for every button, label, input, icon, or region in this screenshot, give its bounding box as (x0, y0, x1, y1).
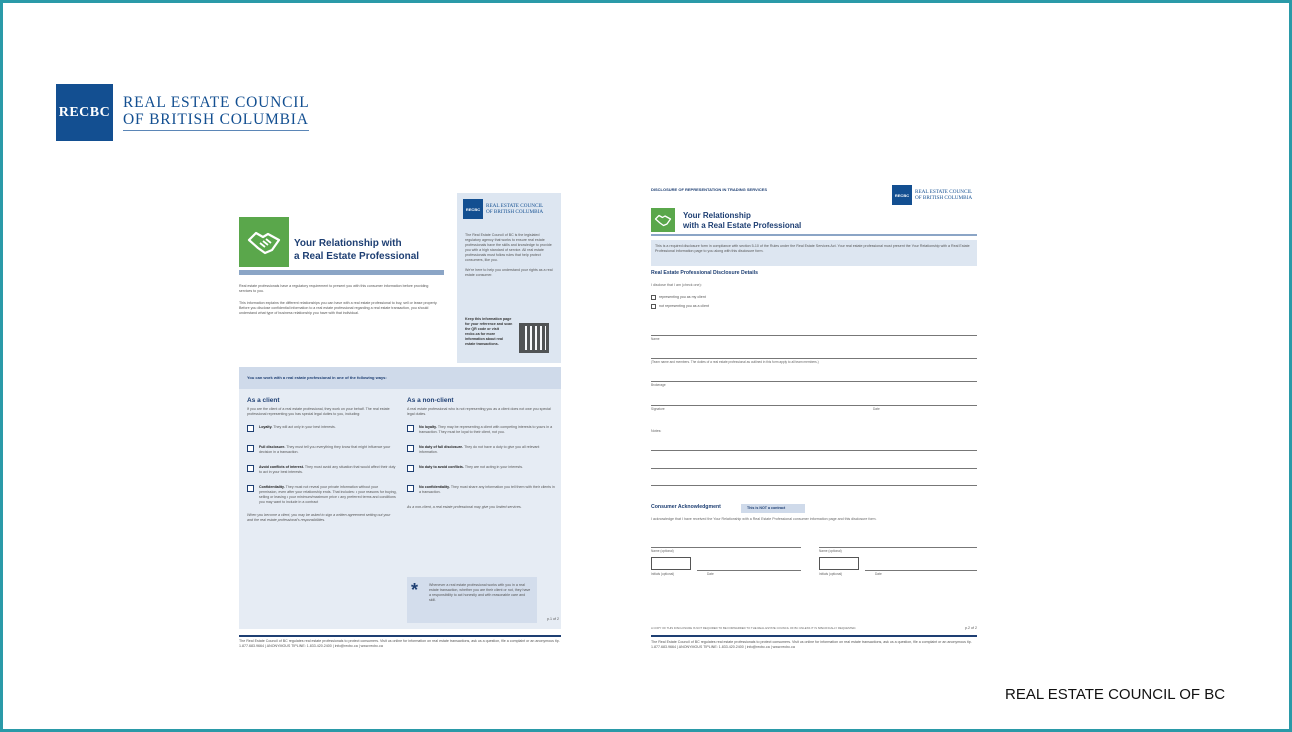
sidebar-logo-abbr: RECBC (463, 199, 483, 219)
date-label: Date (873, 407, 880, 411)
name-line[interactable] (651, 335, 977, 336)
logo-abbr: RECBC (56, 84, 113, 141)
date-label: Date (875, 572, 882, 576)
nonclient-duty-item (407, 425, 557, 437)
checkbox[interactable] (651, 295, 656, 300)
details-heading: Real Estate Professional Disclosure Details (651, 270, 758, 276)
notes-line[interactable] (651, 468, 977, 469)
nonclient-column (407, 397, 557, 510)
page1-number: p.1 of 2 (547, 617, 559, 621)
sidebar-paragraph-2: We're here to help you understand your rights as a real estate consumer. (465, 268, 553, 277)
form-intro: This is a required disclosure form in compliance with section 5-10 of the Rules under the Real Estate Services Act. Your real estate professional must present the Your Relationship with a Real Estate Professional information page to you along with this disclosure form. (651, 240, 977, 266)
title-underline (239, 270, 444, 275)
asterisk-icon: * (411, 580, 419, 600)
team-label: (Team name and members. The duties of a real estate professional as outlined in this form apply to all team members.) (651, 360, 819, 364)
footer-rule (239, 635, 561, 637)
nonclient-duty-item (407, 465, 557, 477)
date-label: Date (707, 572, 714, 576)
form-title-underline (651, 234, 977, 236)
duty-title: No duty to avoid conflicts. (419, 465, 464, 469)
handshake-icon (651, 208, 675, 232)
handshake-icon (239, 217, 289, 267)
client-heading: As a client (247, 397, 280, 404)
checkbox-icon (247, 425, 254, 432)
recbc-logo (56, 84, 309, 141)
sidebar-paragraph-1: The Real Estate Council of BC is the legislated regulatory agency that works to ensure real estate professionals have the skills and knowledge to provide you with a high standard of service. All real estate professionals must follow rules that help protect consumers, like you. (465, 233, 552, 262)
initials-optional-label: Initials (optional) (651, 572, 675, 576)
sidebar-text (465, 233, 553, 283)
duty-title: No confidentiality. (419, 485, 450, 489)
ack-text: I acknowledge that I have received the Your Relationship with a Real Estate Professional consumer information page and this disclosure form. (651, 517, 877, 521)
client-duty-item (247, 425, 397, 437)
checkbox-icon (407, 445, 414, 452)
duty-title: Confidentiality. (259, 485, 285, 489)
form-logo-line-2: OF BRITISH COLUMBIA (915, 195, 973, 201)
sidebar-info-box (457, 193, 561, 363)
notes-line[interactable] (651, 485, 977, 486)
checkbox-icon (407, 425, 414, 432)
client-duty-item (247, 445, 397, 457)
logo-line-1: REAL ESTATE COUNCIL (123, 94, 310, 111)
notes-label: Notes: (651, 429, 662, 433)
duty-title: Full disclosure. (259, 445, 286, 449)
page2-number: p.2 of 2 (965, 626, 977, 630)
footer-label: REAL ESTATE COUNCIL OF BC (1005, 686, 1226, 703)
duty-text: They must not reveal your private information without your permission, even after your relationship ends. That includes: • your reasons for buying, selling or leasing • your minimum/maximum price • any preferred terms and conditions you may want to include in a contract (259, 485, 397, 504)
client-column (247, 397, 397, 523)
nonclient-heading: As a non-client (407, 397, 454, 404)
duty-text: They must share any information you tell them with their clients in a transaction. (419, 485, 555, 494)
checkbox[interactable] (651, 304, 656, 309)
duty-text: They must avoid any situation that would affect their duty to act in your best interests. (259, 465, 396, 474)
form-logo-abbr: RECBC (892, 185, 912, 205)
duty-title: No duty of full disclosure. (419, 445, 464, 449)
options-band (239, 367, 561, 389)
checkbox-icon (247, 485, 254, 492)
initials-box[interactable] (651, 557, 691, 570)
intro-paragraph-1: Real estate professionals have a regulatory requirement to present you with this consumer information before providing services to you. (239, 284, 429, 293)
option-not-representing[interactable] (651, 304, 709, 309)
client-duty-item (247, 485, 397, 505)
brokerage-label: Brokerage (651, 383, 666, 387)
form-title-line-2: with a Real Estate Professional (683, 221, 802, 230)
nonclient-closing: As a non-client, a real estate professional may give you limited services. (407, 505, 522, 509)
form-heading: DISCLOSURE OF REPRESENTATION IN TRADING SERVICES (651, 187, 768, 192)
date-line[interactable] (865, 570, 977, 571)
signature-label: Signature (651, 407, 665, 411)
nonclient-duty-item (407, 445, 557, 457)
qr-code-icon (519, 323, 549, 353)
sidebar-logo-line-2: OF BRITISH COLUMBIA (486, 209, 544, 215)
signature-line[interactable] (651, 405, 977, 406)
form-logo (892, 185, 972, 205)
initials-optional-label: Initials (optional) (819, 572, 843, 576)
disclose-prompt: I disclose that I am (check one): (651, 283, 702, 287)
not-contract-tag: This is NOT a contract (741, 504, 805, 513)
date-line[interactable] (697, 570, 801, 571)
checkbox-icon (407, 465, 414, 472)
form-logo-line-1: REAL ESTATE COUNCIL (915, 189, 973, 195)
relationship-options (239, 367, 561, 629)
consumer-info-page (239, 193, 561, 663)
name-optional-label: Name (optional) (819, 549, 842, 553)
options-band-text: You can work with a real estate professional in one of the following ways: (247, 375, 387, 380)
form-logo-wordmark (915, 189, 972, 201)
client-lead: If you are the client of a real estate professional, they work on your behalf. The real estate professional representing you has special legal duties to you, including: (247, 407, 390, 416)
checkbox-icon (247, 445, 254, 452)
name-label: Name (651, 337, 660, 341)
intro-paragraph-2: This information explains the different relationships you can have with a real estate professional to buy, sell or lease property. Before you disclose confidential information to a real estate professional regarding a real estate transaction, you should understand what type of business relationship you have with that individual. (239, 301, 438, 315)
option-label: not representing you as a client (659, 304, 709, 308)
consumer-name-line[interactable] (819, 547, 977, 548)
note-text: Whenever a real estate professional works with you in a real estate transaction, whether you are their client or not, they have a responsibility to act honestly and with reasonable care and skill. (429, 583, 531, 602)
client-closing: When you become a client, you may be asked to sign a written agreement setting out your and the real estate professional's responsibilities. (247, 513, 391, 522)
footer-rule (651, 635, 977, 637)
duty-text: They must tell you everything they know that might influence your decision in a transaction. (259, 445, 391, 454)
client-duty-item (247, 465, 397, 477)
name-optional-label: Name (optional) (651, 549, 674, 553)
page1-title-line-1: Your Relationship with (294, 238, 402, 249)
page2-footer: The Real Estate Council of BC regulates real estate professionals to protect consumers. Visit us online for information on real estate transactions, ask us a question, file a complaint or an anonymous tip. 1.877.683.9664 | ANONYMOUS TIPLINE: 1.833.420.2400 | info@recbc.ca | www.recbc.ca (651, 640, 972, 649)
duty-text: They do not have a duty to give you all relevant information. (419, 445, 540, 454)
page1-title-line-2: a Real Estate Professional (294, 251, 420, 262)
nonclient-lead: A real estate professional who is not representing you as a client does not owe you special legal duties. (407, 407, 551, 416)
option-label: representing you as my client (659, 295, 706, 299)
form-title-line-1: Your Relationship (683, 211, 751, 220)
team-line[interactable] (651, 358, 977, 359)
page1-footer: The Real Estate Council of BC regulates real estate professionals to protect consumers. Visit us online for information on real estate transactions, ask us a question, file a complaint or an anonymous tip. 1.877.683.9664 | ANONYMOUS TIPLINE: 1.833.420.2400 | info@recbc.ca | www.recbc.ca (239, 639, 560, 648)
checkbox-icon (247, 465, 254, 472)
duty-text: They may be representing a client with competing interests to yours in a transaction. They must be loyal to their client, not you. (419, 425, 553, 434)
scan-instructions: Keep this information page for your reference and scan the QR code or visit recbc.ca for more information about real estate transactions. (465, 317, 513, 346)
sidebar-logo-line-1: REAL ESTATE COUNCIL (486, 203, 544, 209)
notes-line[interactable] (651, 450, 977, 451)
checkbox-icon (407, 485, 414, 492)
sidebar-logo-wordmark (486, 203, 543, 215)
duty-title: No loyalty. (419, 425, 437, 429)
page1-title (294, 237, 419, 263)
consumer-name-line[interactable] (651, 547, 801, 548)
logo-wordmark (123, 94, 309, 131)
brokerage-line[interactable] (651, 381, 977, 382)
copy-note: A COPY OF THIS DISCLOSURE IS NOT REQUIRED TO BE FORWARDED TO THE REAL ESTATE COUNCIL OF BC UNLESS IT IS SPECIFICALLY REQUESTED. (651, 626, 857, 630)
duty-text: They will act only in your best interests. (272, 425, 336, 429)
form-title (683, 211, 801, 231)
disclosure-form-page (651, 185, 979, 665)
nonclient-duty-item (407, 485, 557, 497)
responsibility-note (407, 577, 537, 623)
duty-title: Avoid conflicts of interest. (259, 465, 304, 469)
page1-intro (239, 284, 439, 323)
duty-title: Loyalty. (259, 425, 273, 429)
sidebar-logo (463, 199, 543, 219)
duty-text: They are not acting in your interests. (463, 465, 523, 469)
ack-heading: Consumer Acknowledgment (651, 504, 721, 510)
option-representing[interactable] (651, 295, 706, 300)
initials-box[interactable] (819, 557, 859, 570)
logo-line-2: OF BRITISH COLUMBIA (123, 111, 309, 128)
